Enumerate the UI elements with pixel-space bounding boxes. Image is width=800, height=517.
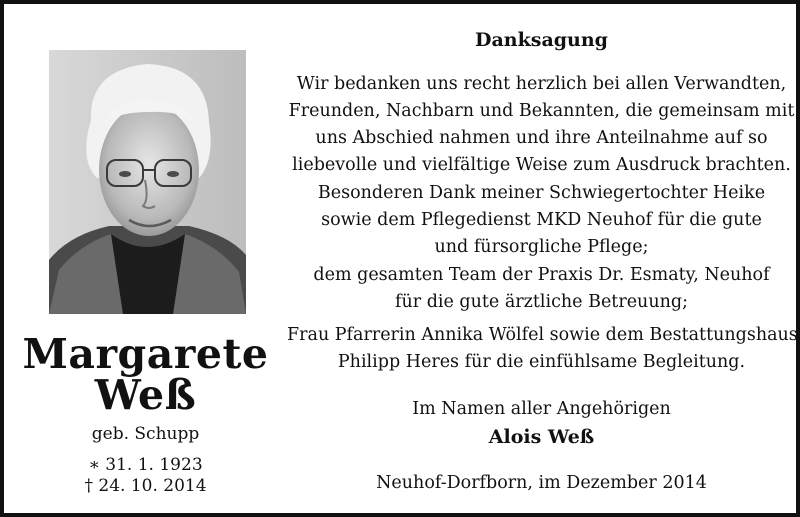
place-date: Neuhof-Dorfborn, im Dezember 2014 xyxy=(376,473,707,493)
paragraph-line: Besonderen Dank meiner Schwiegertochter Heike xyxy=(317,183,766,203)
paragraph-line: Freunden, Nachbarn und Bekannten, die gemeinsam mit xyxy=(288,101,795,121)
birth-date: ∗ 31. 1. 1923 xyxy=(88,455,203,475)
signer-name: Alois Weß xyxy=(488,426,595,448)
paragraph-practice xyxy=(287,262,796,316)
paragraph-line: dem gesamten Team der Praxis Dr. Esmaty, Neuhof xyxy=(313,265,770,285)
paragraph-line: Wir bedanken uns recht herzlich bei allen Verwandten, xyxy=(296,74,787,94)
paragraph-line: und fürsorgliche Pflege; xyxy=(434,237,649,257)
deceased-first-name: Margarete xyxy=(22,330,269,378)
right-column xyxy=(287,4,796,513)
paragraph-line: Philipp Heres für die einfühlsame Begleitung. xyxy=(337,352,746,372)
left-column xyxy=(4,4,287,513)
death-date: † 24. 10. 2014 xyxy=(84,476,207,496)
paragraph-pastor xyxy=(287,322,796,376)
paragraph-line: uns Abschied nahmen und ihre Anteilnahme auf so xyxy=(315,128,768,148)
heading-danksagung: Danksagung xyxy=(475,29,608,51)
paragraph-line: für die gute ärztliche Betreuung; xyxy=(395,292,688,312)
on-behalf-text: Im Namen aller Angehörigen xyxy=(412,399,671,419)
maiden-name: geb. Schupp xyxy=(91,424,200,444)
paragraph-line: sowie dem Pflegedienst MKD Neuhof für die gute xyxy=(321,210,762,230)
paragraph-special-thanks xyxy=(287,180,796,261)
paragraph-line: liebevolle und vielfältige Weise zum Ausdruck brachten. xyxy=(292,155,791,175)
deceased-last-name: Weß xyxy=(94,371,197,419)
portrait-photo xyxy=(49,50,246,314)
paragraph-line: Frau Pfarrerin Annika Wölfel sowie dem Bestattungshaus xyxy=(287,325,798,345)
portrait-image xyxy=(49,50,246,314)
paragraph-thanks xyxy=(287,71,796,179)
